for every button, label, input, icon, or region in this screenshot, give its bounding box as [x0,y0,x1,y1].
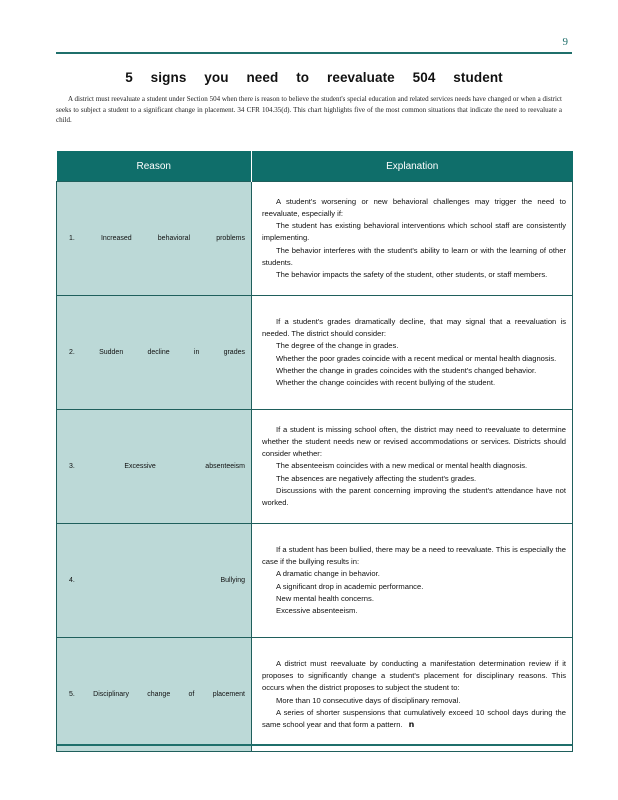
explanation-item: Discussions with the parent concerning improving the student's attendance have not worked. [262,485,566,507]
table-row [57,296,573,410]
explanation-item: The absenteeism coincides with a new medical or mental health diagnosis. [276,461,528,471]
table-row [57,410,573,524]
explanation-cell [252,296,573,410]
explanation-item: Whether the change in grades coincides with the student's changed behavior. [276,365,537,375]
explanation-item: The absences are negatively affecting the student's grades. [276,473,477,483]
intro-text: A district must reevaluate a student under Section 504 when there is reason to believe the student's special education and related services needs have changed or when a district seeks to subject a student to a significant change in placement. 34 CFR 104.35(d). This chart highlights five of the most common situations that indicate the need to reevaluate a child. [56,95,562,124]
header-explanation: Explanation [252,151,573,182]
reason-cell: 2. Sudden decline in grades [57,296,252,410]
table-row [57,524,573,638]
explanation-item [262,707,566,731]
top-rule [56,52,572,54]
explanation-item: More than 10 consecutive days of disciplinary removal. [276,695,461,705]
explanation-item: Whether the change coincides with recent bullying of the student. [276,377,496,387]
reason-cell: 4. Bullying [57,524,252,638]
table-row [57,182,573,296]
explanation-item: The degree of the change in grades. [276,341,399,351]
explanation-lead: If a student is missing school often, the district may need to reevaluate to determine whether the student needs new or revised accommodations or services. Districts should consider whether: [262,424,566,459]
reason-cell: 3. Excessive absenteeism [57,410,252,524]
table-header-row [57,151,573,182]
bottom-rule [56,744,572,746]
explanation-item: Whether the poor grades coincide with a recent medical or mental health diagnosis. [276,353,557,363]
explanation-cell [252,638,573,752]
end-mark: n [408,719,415,729]
page-title: 5 signs you need to reevaluate 504 student [125,70,503,85]
explanation-cell [252,410,573,524]
explanation-item: The behavior interferes with the student's ability to learn or with the learning of other students. [262,245,566,267]
reason-cell: 5. Disciplinary change of placement [57,638,252,752]
explanation-item: A dramatic change in behavior. [276,569,380,579]
reevaluation-table [56,151,573,752]
explanation-item: A significant drop in academic performance. [276,581,424,591]
header-reason: Reason [57,151,252,182]
reason-cell: 1. Increased behavioral problems [57,182,252,296]
explanation-item: Excessive absenteeism. [276,605,358,615]
explanation-lead: If a student's grades dramatically decline, that may signal that a reevaluation is needed. The district should consider: [262,316,566,339]
explanation-item: The student has existing behavioral interventions which school staff are consistently implementing. [262,221,566,243]
explanation-lead: A district must reevaluate by conducting a manifestation determination review if it proposes to significantly change a student's placement for disciplinary reasons. This occurs when the district proposes to subject the student to: [262,658,566,693]
table-row [57,638,573,752]
explanation-cell [252,524,573,638]
explanation-lead: If a student has been bullied, there may be a need to reevaluate. This is especially the case if the bullying results in: [262,544,566,567]
intro-paragraph [56,94,562,126]
page-number: 9 [562,36,568,48]
explanation-item: New mental health concerns. [276,593,374,603]
explanation-cell [252,182,573,296]
explanation-item: The behavior impacts the safety of the student, other students, or staff members. [276,270,548,279]
explanation-lead: A student's worsening or new behavioral challenges may trigger the need to reevaluate, especially if: [262,196,566,218]
explanation-item-text: A series of shorter suspensions that cumulatively exceed 10 school days during the same school year and that form a pattern. [262,707,566,729]
